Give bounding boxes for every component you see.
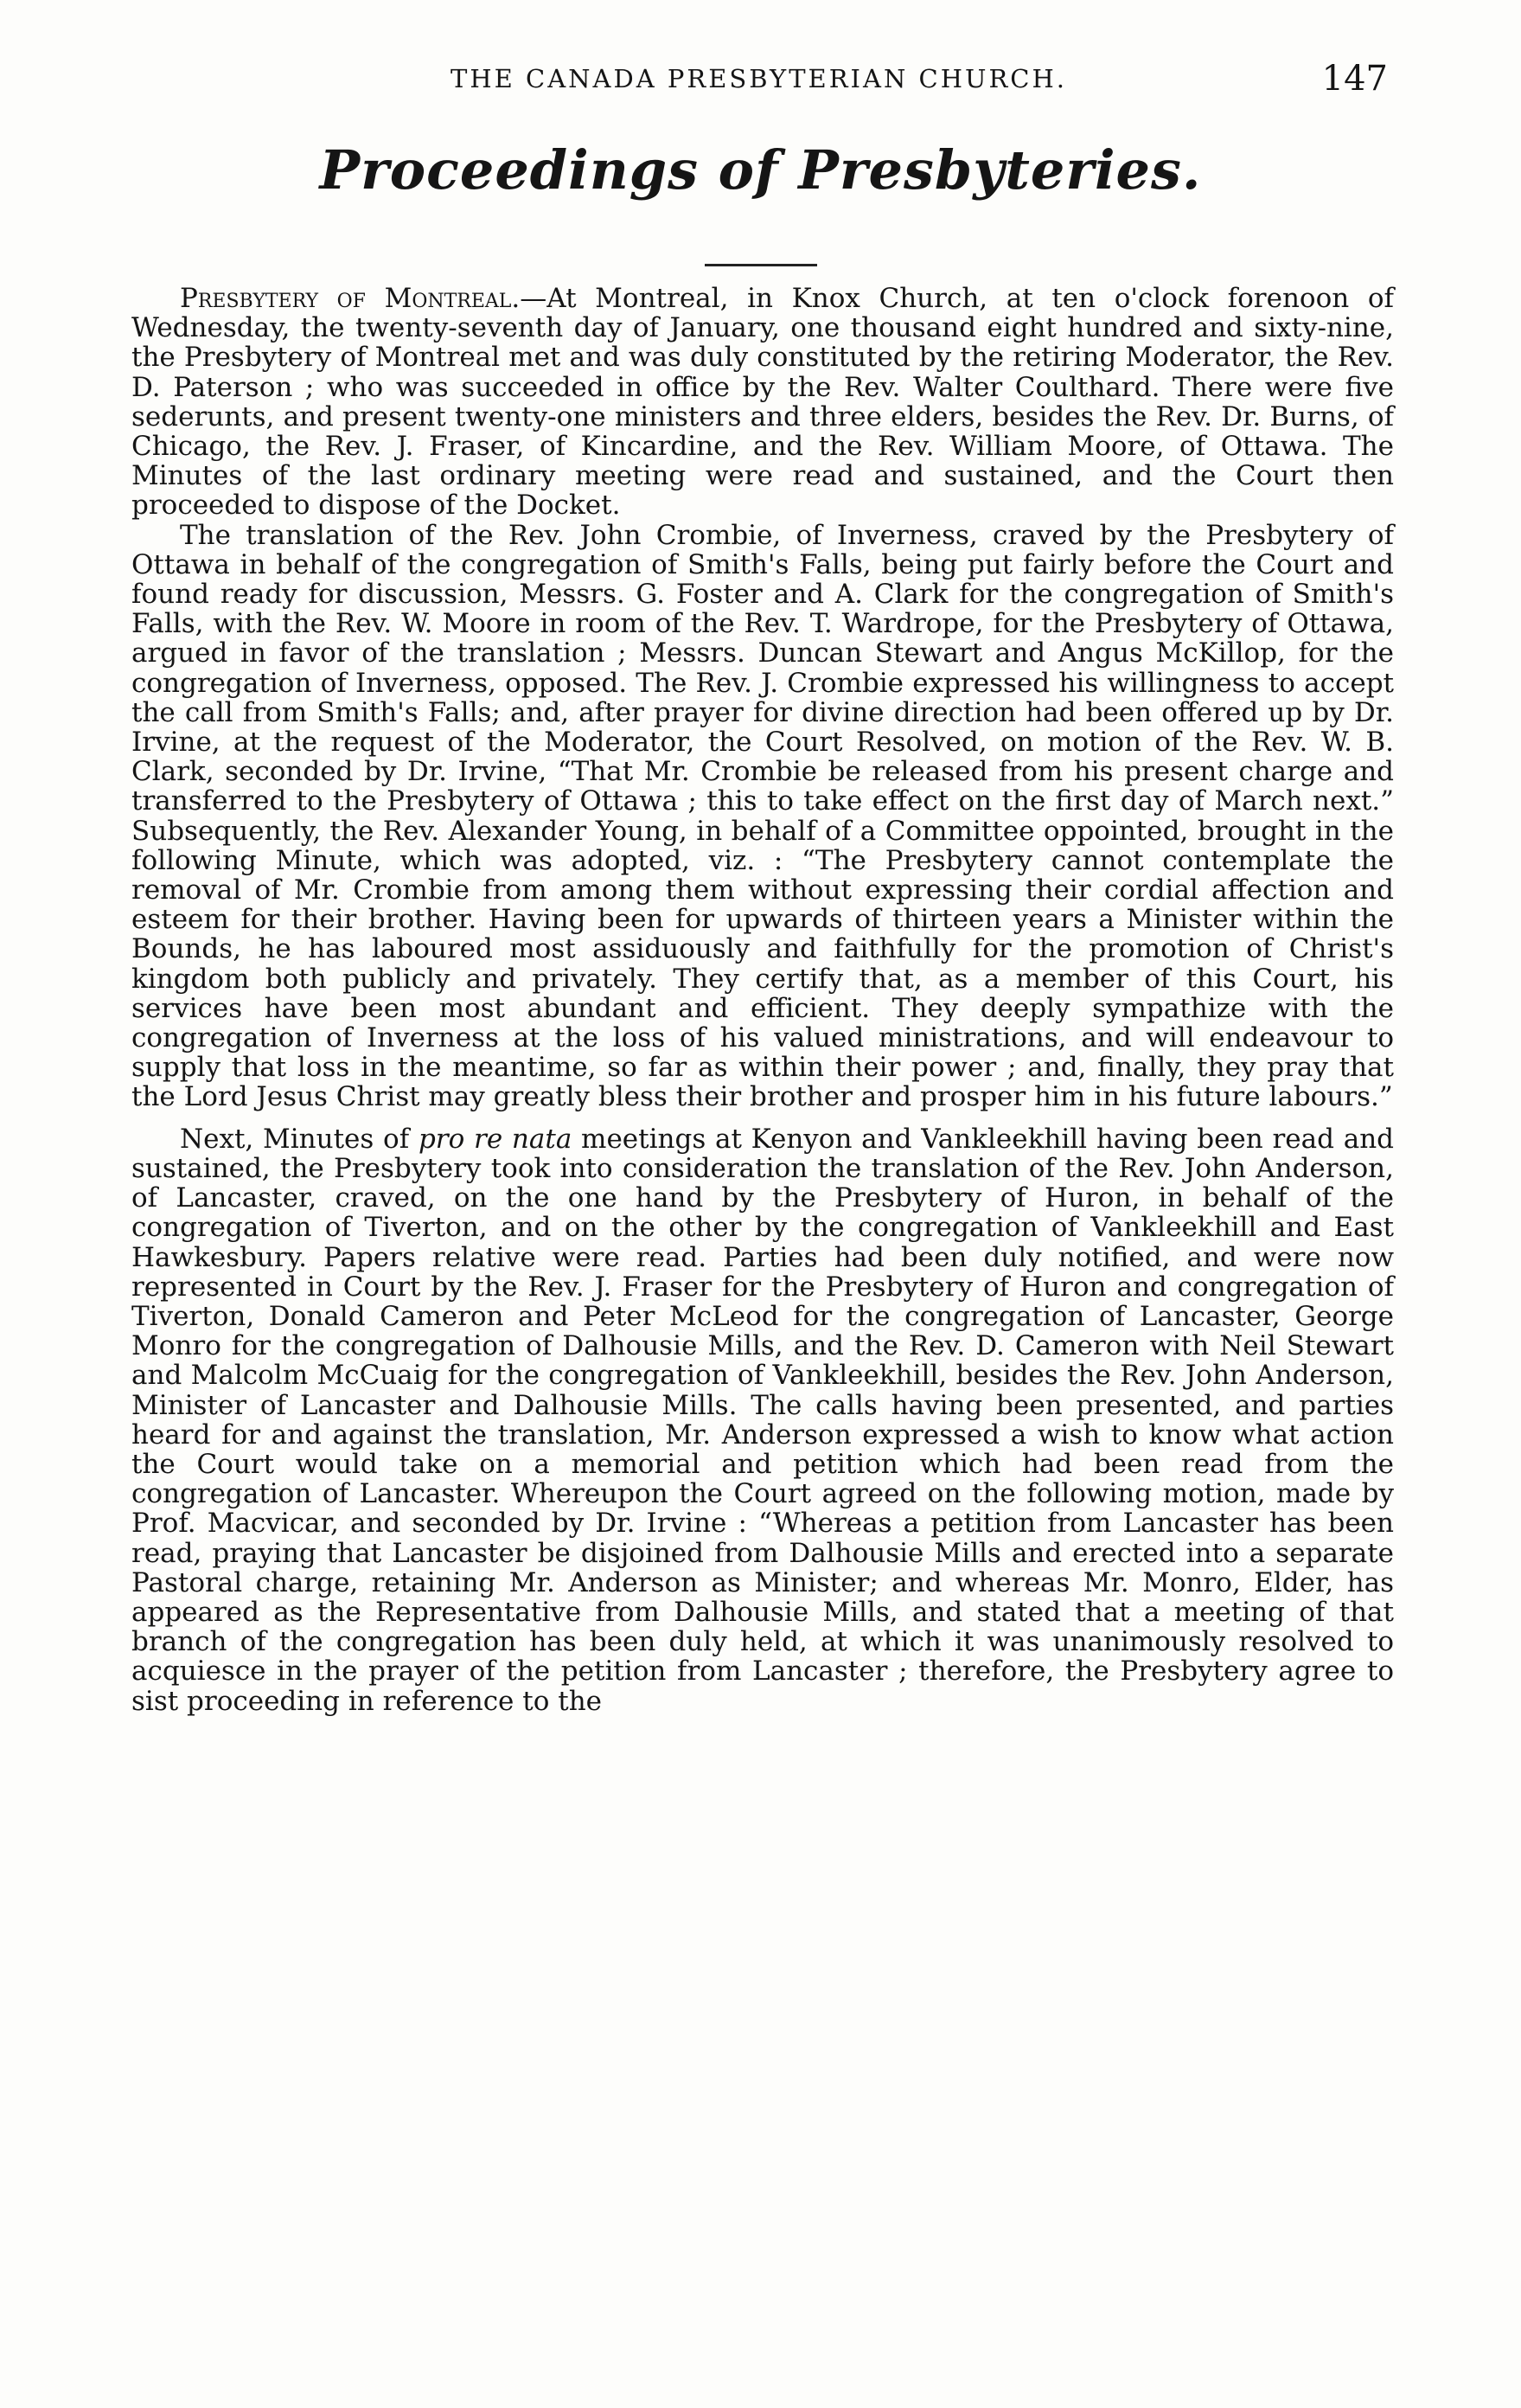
lead-in: Presbytery of Montreal. [180,283,521,314]
running-title: THE CANADA PRESBYTERIAN CHURCH. [450,64,1067,93]
running-head [130,59,1388,102]
paragraph-3-text: meetings at Kenyon and Vankleekhill having been read and sustained, the Presbytery took into consideration the translation of the Rev. John Anderson, of Lancaster, craved, on the one hand by the Presbytery of Huron, in behalf of the congregation of Tiverton, and on the other by the congregation of Vankleekhill and East Hawkesbury. Papers relative were read. Parties had been duly notified, and were now represented in Court by the Rev. J. Fraser for the Presbytery of Huron and congregation of Tiverton, Donald Cameron and Peter McLeod for the congregation of Lancaster, George Monro for the congregation of Dalhousie Mills, and the Rev. D. Cameron with Neil Stewart and Malcolm McCuaig for the congregation of Vankleekhill, besides the Rev. John Anderson, Minister of Lancaster and Dalhousie Mills. The calls having been presented, and parties heard for and against the translation, Mr. Anderson expressed a wish to know what action the Court would take on a memorial and petition which had been read from the congregation of Lancaster. Whereupon the Court agreed on the following motion, made by Prof. Macvicar, and seconded by Dr. Irvine : “Whereas a petition from Lancaster has been read, praying that Lancaster be disjoined from Dalhousie Mills and erected into a separate Pastoral charge, retaining Mr. Anderson as Minister; and whereas Mr. Monro, Elder, has appeared as the Representative from Dalhousie Mills, and stated that a meeting of that branch of the congregation has been duly held, at which it was unanimously resolved to acquiesce in the prayer of the petition from Lancaster ; therefore, the Presbytery agree to sist proceeding in reference to the [131,1123,1395,1717]
section-heading: Proceedings of Presbyteries. [319,138,1202,202]
paragraph-2: The translation of the Rev. John Crombie, of Inverness, craved by the Presbytery of Ottawa in behalf of the congregation of Smith's Falls, being put fairly before the Court and found ready for discussion, Messrs. G. Foster and A. Clark for the congregation of Smith's Falls, with the Rev. W. Moore in room of the Rev. T. Wardrope, for the Presbytery of Ottawa, argued in favor of the translation ; Messrs. Duncan Stewart and Angus McKillop, for the congregation of Inverness, opposed. The Rev. J. Crombie expressed his willingness to accept the call from Smith's Falls; and, after prayer for divine direction had been offered up by Dr. Irvine, at the request of the Moderator, the Court Resolved, on motion of the Rev. W. B. Clark, seconded by Dr. Irvine, “That Mr. Crombie be released from his present charge and transferred to the Presbytery of Ottawa ; this to take effect on the first day of March next.” Subsequently, the Rev. Alexander Young, in behalf of a Committee oppointed, brought in the following Minute, which was adopted, viz. : “The Presbytery cannot contemplate the removal of Mr. Crombie from among them without expressing their cordial affection and esteem for their brother. Having been for upwards of thirteen years a Minister within the Bounds, he has laboured most assiduously and faithfully for the promotion of Christ's kingdom both publicly and privately. They certify that, as a member of this Court, his services have been most abundant and efficient. They deeply sympathize with the congregation of Inverness at the loss of his valued ministrations, and will endeavour to supply that loss in the meantime, so far as within their power ; and, finally, they pray that the Lord Jesus Christ may greatly bless their brother and prosper him in his future labours.” [131,519,1394,1113]
paragraph-3-italic: pro re nata [418,1123,572,1155]
paragraph-1-text: —At Montreal, in Knox Church, at ten o'clock forenoon of Wednesday, the twenty-seventh day of January, one thousand eight hundred and sixty-nine, the Presbytery of Montreal met and was duly constituted by the retiring Moderator, the Rev. D. Paterson ; who was succeeded in office by the Rev. Walter Coulthard. There were five sederunts, and present twenty-one ministers and three elders, besides the Rev. Dr. Burns, of Chicago, the Rev. J. Fraser, of Kincardine, and the Rev. William Moore, of Ottawa. The Minutes of the last ordinary meeting were read and sustained, and the Court then proceeded to dispose of the Docket. [131,283,1394,522]
article-body [131,284,1394,1716]
paragraph-1 [131,284,1394,521]
heading-rule [705,264,817,266]
paragraph-3-start: Next, Minutes of [180,1123,419,1155]
paragraph-3 [131,1124,1394,1716]
page-number: 147 [1321,59,1388,99]
